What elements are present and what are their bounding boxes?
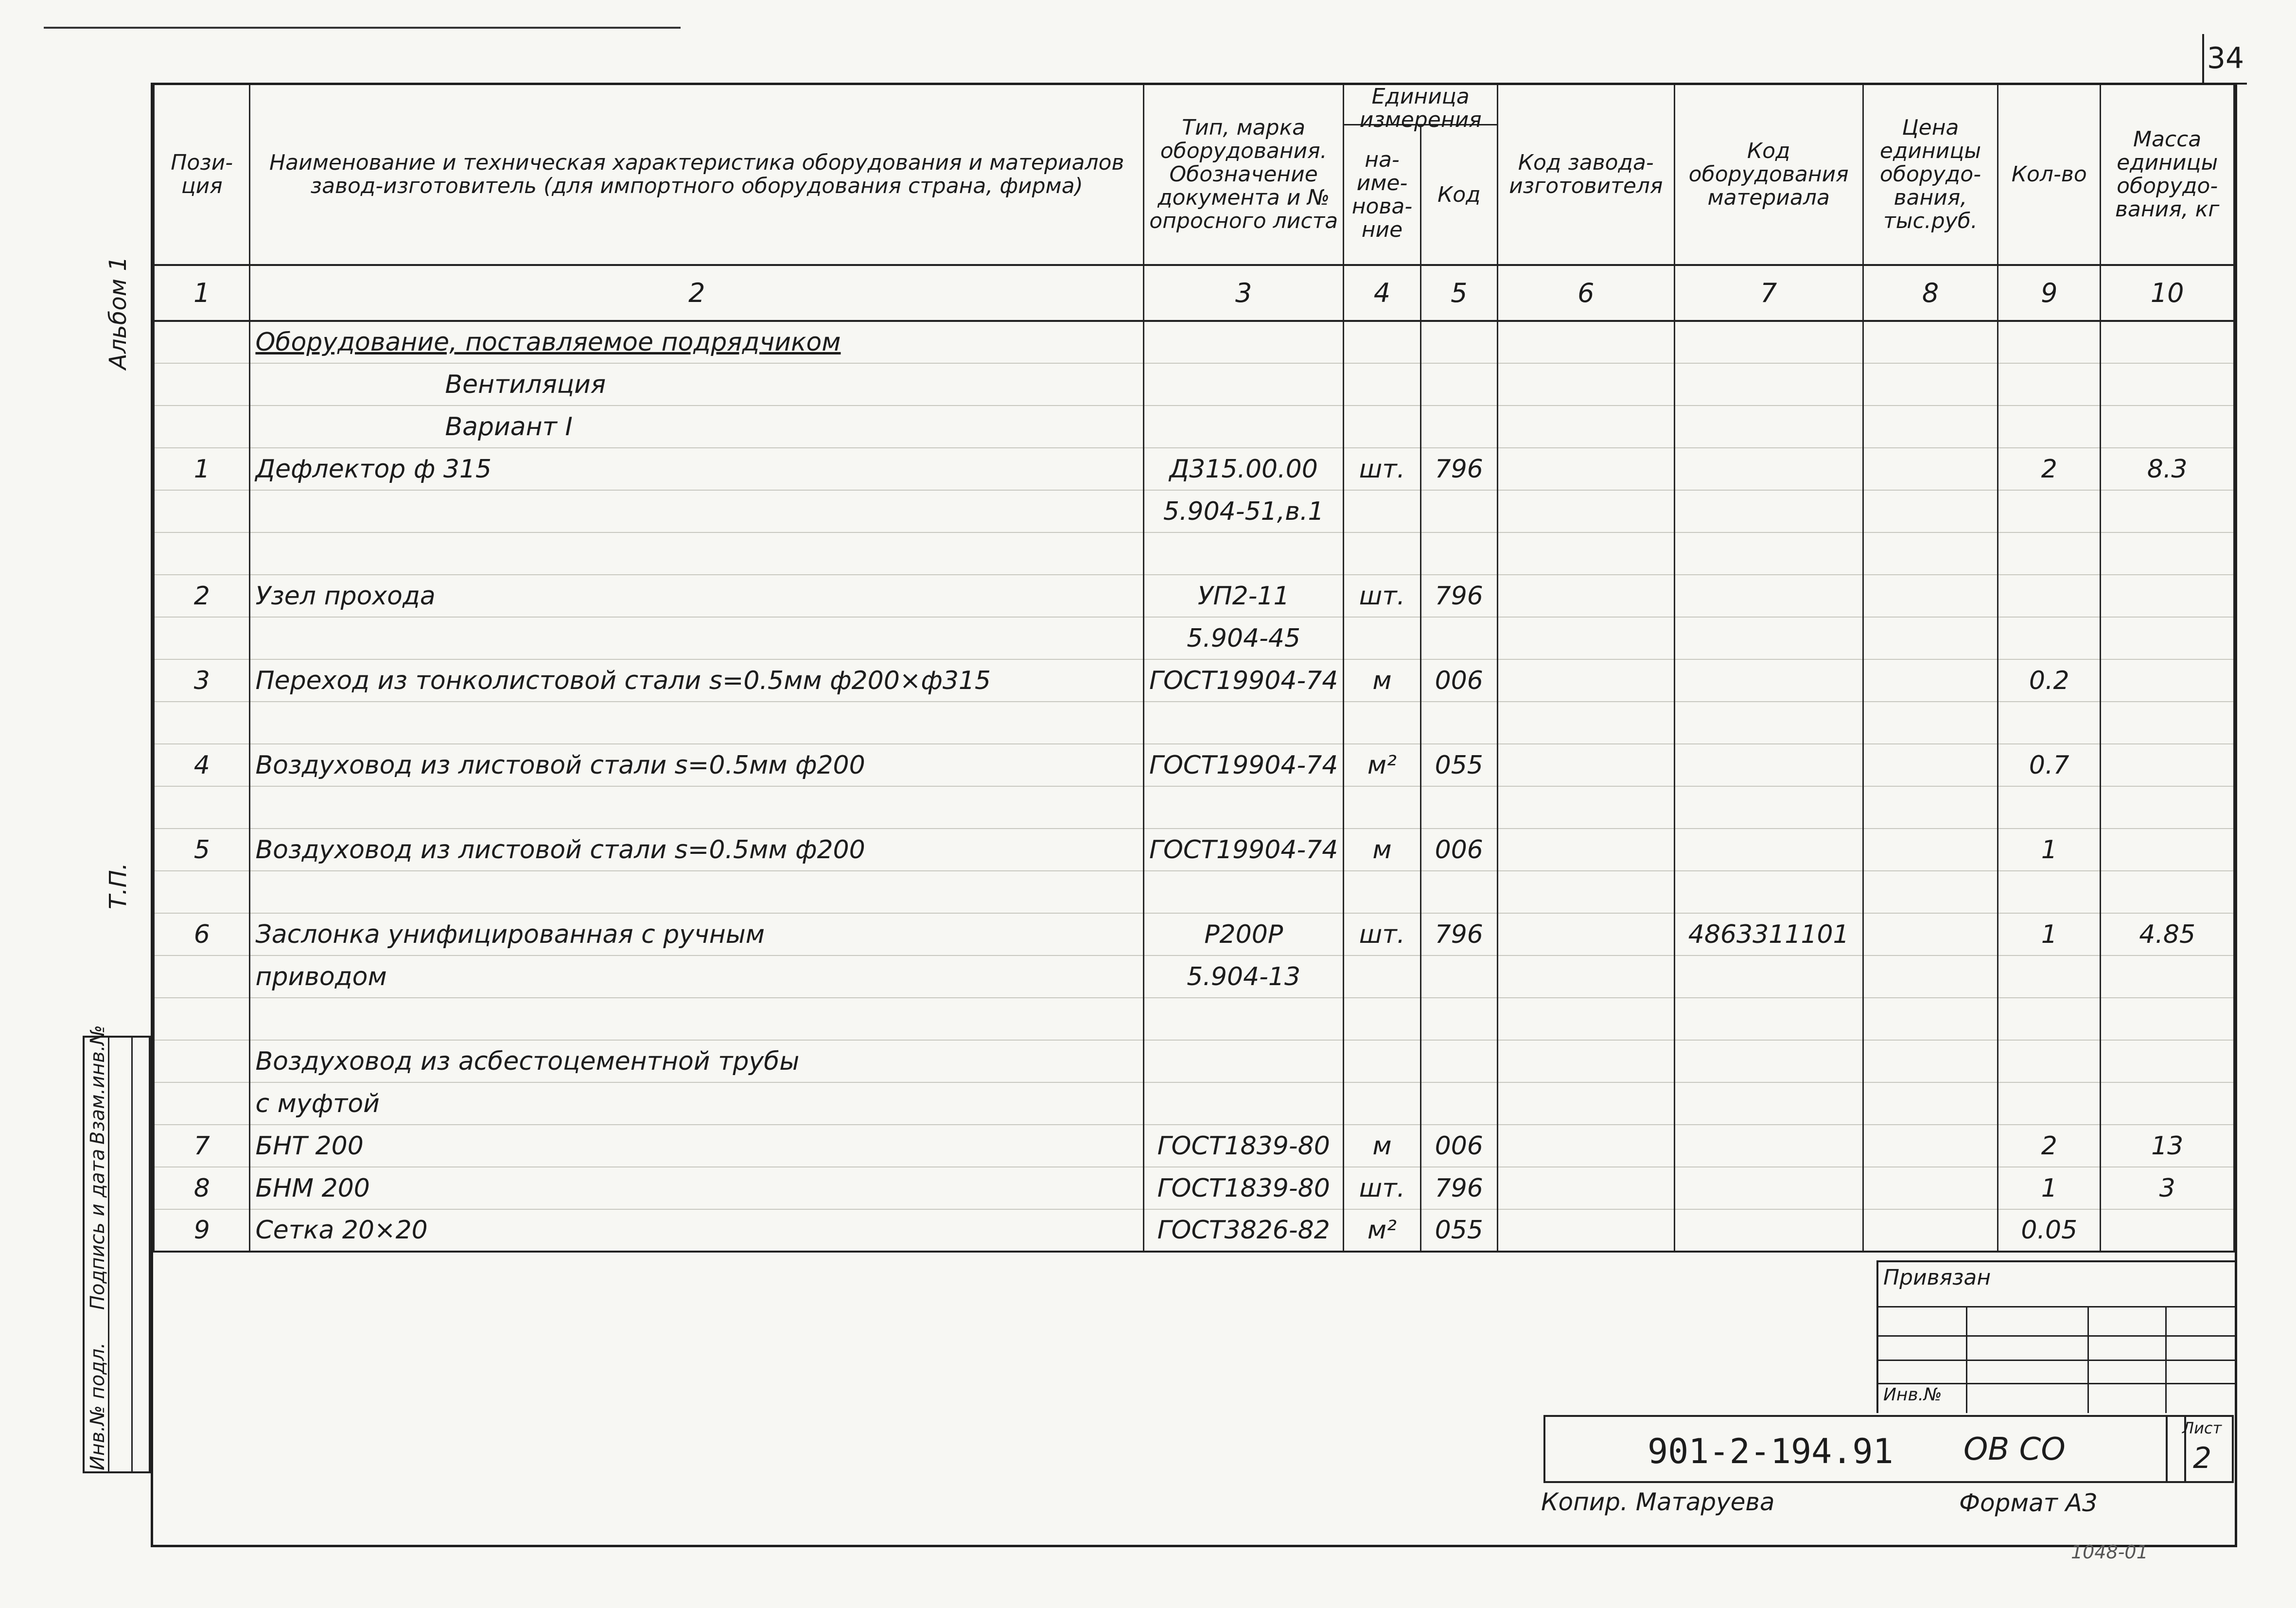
cell-position [154, 363, 250, 406]
document-mark: ОВ СО [1963, 1431, 2066, 1467]
table-header-row [154, 85, 2234, 265]
table-row [154, 532, 2234, 575]
table-row [154, 829, 2234, 871]
cell-mass [2101, 617, 2234, 659]
cell-price [1863, 786, 1998, 829]
table-row [154, 955, 2234, 998]
cell-unit-code: 796 [1420, 1167, 1497, 1209]
header-name: Наименование и техническая характеристика оборудования и материалов завод-изготовитель (для импортного оборудования страна, фирма) [250, 85, 1144, 265]
cell-quantity [1998, 998, 2101, 1040]
cell-name: Воздуховод из асбестоцементной трубы [250, 1040, 1144, 1082]
cell-quantity: 1 [1998, 1167, 2101, 1209]
cell-plant-code [1497, 1125, 1674, 1167]
cell-plant-code [1497, 1167, 1674, 1209]
column-number: 1 [154, 265, 250, 321]
cell-type: ГОСТ19904-74 [1144, 744, 1344, 786]
cell-unit-code [1420, 871, 1497, 913]
cell-unit-code [1420, 1040, 1497, 1082]
cell-price [1863, 448, 1998, 490]
cell-quantity: 2 [1998, 1125, 2101, 1167]
binding-divider [1966, 1306, 1967, 1413]
cell-plant-code [1497, 786, 1674, 829]
cell-name: Дефлектор ф 315 [250, 448, 1144, 490]
cell-plant-code [1497, 1209, 1674, 1252]
table-row [154, 871, 2234, 913]
cell-name [250, 490, 1144, 532]
cell-plant-code [1497, 406, 1674, 448]
cell-price [1863, 1082, 1998, 1125]
cell-equipment-code [1674, 448, 1863, 490]
table-row [154, 617, 2234, 659]
cell-position: 9 [154, 1209, 250, 1252]
cell-unit [1344, 617, 1420, 659]
cell-quantity: 0.05 [1998, 1209, 2101, 1252]
cell-unit-code [1420, 1082, 1497, 1125]
cell-unit [1344, 363, 1420, 406]
cell-price [1863, 659, 1998, 702]
cell-unit-code: 796 [1420, 913, 1497, 955]
cell-quantity [1998, 702, 2101, 744]
cell-equipment-code [1674, 871, 1863, 913]
cell-equipment-code [1674, 490, 1863, 532]
cell-position [154, 532, 250, 575]
cell-name: Заслонка унифицированная с ручным [250, 913, 1144, 955]
header-plant-code: Код завода- изготовителя [1497, 85, 1674, 265]
cell-price [1863, 744, 1998, 786]
cell-quantity: 1 [1998, 829, 2101, 871]
binding-rule [1878, 1306, 2235, 1308]
cell-name [250, 998, 1144, 1040]
cell-equipment-code [1674, 786, 1863, 829]
table-row [154, 1082, 2234, 1125]
cell-type [1144, 998, 1344, 1040]
cell-price [1863, 406, 1998, 448]
cell-name: Оборудование, поставляемое подрядчиком [250, 321, 1144, 363]
cell-type [1144, 871, 1344, 913]
cell-mass [2101, 1040, 2234, 1082]
cell-unit-code: 006 [1420, 829, 1497, 871]
cell-unit-code: 006 [1420, 1125, 1497, 1167]
table-row [154, 363, 2234, 406]
cell-quantity [1998, 871, 2101, 913]
cell-plant-code [1497, 575, 1674, 617]
table-row [154, 702, 2234, 744]
cell-equipment-code [1674, 617, 1863, 659]
cell-name [250, 617, 1144, 659]
column-number-row [154, 265, 2234, 321]
cell-type: ГОСТ3826-82 [1144, 1209, 1344, 1252]
header-equipment-code: Код оборудования материала [1674, 85, 1863, 265]
cell-price [1863, 1167, 1998, 1209]
cell-quantity [1998, 532, 2101, 575]
cell-type: ГОСТ1839-80 [1144, 1167, 1344, 1209]
cell-plant-code [1497, 617, 1674, 659]
cell-name: БНТ 200 [250, 1125, 1144, 1167]
table-row [154, 786, 2234, 829]
cell-unit-code [1420, 321, 1497, 363]
paper-format: Формат А3 [1959, 1489, 2098, 1517]
cell-equipment-code [1674, 955, 1863, 998]
cell-name: Воздуховод из листовой стали s=0.5мм ф200 [250, 744, 1144, 786]
cell-price [1863, 1125, 1998, 1167]
cell-position: 3 [154, 659, 250, 702]
cell-unit [1344, 532, 1420, 575]
cell-price [1863, 955, 1998, 998]
cell-plant-code [1497, 913, 1674, 955]
cell-quantity [1998, 1082, 2101, 1125]
cell-price [1863, 363, 1998, 406]
cell-equipment-code [1674, 829, 1863, 871]
cell-plant-code [1497, 363, 1674, 406]
binding-divider [2165, 1306, 2167, 1413]
cell-plant-code [1497, 321, 1674, 363]
cell-price [1863, 829, 1998, 871]
table-row [154, 406, 2234, 448]
cell-plant-code [1497, 871, 1674, 913]
cell-plant-code [1497, 490, 1674, 532]
cell-price [1863, 998, 1998, 1040]
cell-type: 5.904-51,в.1 [1144, 490, 1344, 532]
cell-mass: 4.85 [2101, 913, 2234, 955]
cell-mass [2101, 1209, 2234, 1252]
cell-mass [2101, 406, 2234, 448]
cell-plant-code [1497, 955, 1674, 998]
cell-mass: 13 [2101, 1125, 2234, 1167]
cell-unit [1344, 786, 1420, 829]
cell-type: 5.904-45 [1144, 617, 1344, 659]
header-mass: Масса единицы оборудо- вания, кг [2101, 85, 2234, 265]
cell-position [154, 702, 250, 744]
cell-equipment-code [1674, 406, 1863, 448]
cell-equipment-code [1674, 1125, 1863, 1167]
cell-quantity: 1 [1998, 913, 2101, 955]
cell-name: БНМ 200 [250, 1167, 1144, 1209]
cell-unit-code [1420, 406, 1497, 448]
cell-equipment-code [1674, 998, 1863, 1040]
cell-quantity [1998, 406, 2101, 448]
cell-unit-code [1420, 363, 1497, 406]
cell-unit-code [1420, 955, 1497, 998]
cell-mass [2101, 659, 2234, 702]
cell-name: Вариант I [250, 406, 1144, 448]
approval-stamp-strip [83, 1025, 151, 1473]
binding-block [1876, 1260, 2235, 1413]
document-code-box [1543, 1415, 2186, 1483]
cell-unit-code: 055 [1420, 744, 1497, 786]
cell-equipment-code [1674, 532, 1863, 575]
cell-unit: м² [1344, 1209, 1420, 1252]
cell-quantity [1998, 321, 2101, 363]
table-row [154, 1167, 2234, 1209]
cell-price [1863, 532, 1998, 575]
stamp-inv-label: Инв.№ подл. [87, 1342, 109, 1470]
cell-unit [1344, 1040, 1420, 1082]
cell-plant-code [1497, 659, 1674, 702]
cell-mass [2101, 786, 2234, 829]
header-price: Цена единицы оборудо- вания, тыс.руб. [1863, 85, 1998, 265]
header-unit-group [1344, 85, 1498, 265]
cell-equipment-code [1674, 575, 1863, 617]
cell-plant-code [1497, 744, 1674, 786]
cell-unit-code [1420, 702, 1497, 744]
cell-position [154, 617, 250, 659]
cell-type: ГОСТ19904-74 [1144, 659, 1344, 702]
cell-quantity [1998, 575, 2101, 617]
inventory-label: Инв.№ [1883, 1385, 1942, 1405]
table-row [154, 913, 2234, 955]
corner-note: 1048-01 [2071, 1541, 2148, 1563]
table-row [154, 1040, 2234, 1082]
cell-name: Переход из тонколистовой стали s=0.5мм ф200×ф315 [250, 659, 1144, 702]
binding-rule [1878, 1360, 2235, 1361]
cell-unit [1344, 1082, 1420, 1125]
cell-price [1863, 617, 1998, 659]
stamp-replace-label: Взам.инв.№ [87, 1025, 109, 1145]
bound-label: Привязан [1883, 1265, 1991, 1290]
sheet-number: 34 [2202, 34, 2247, 85]
cell-type [1144, 406, 1344, 448]
cell-quantity: 2 [1998, 448, 2101, 490]
cell-unit: м [1344, 829, 1420, 871]
tp-label: Т.П. [105, 863, 132, 909]
cell-quantity [1998, 363, 2101, 406]
document-code: 901-2-194.91 [1648, 1431, 1893, 1471]
cell-equipment-code [1674, 1082, 1863, 1125]
cell-unit: шт. [1344, 913, 1420, 955]
cell-price [1863, 871, 1998, 913]
cell-plant-code [1497, 1082, 1674, 1125]
cell-position: 6 [154, 913, 250, 955]
cell-unit-code [1420, 998, 1497, 1040]
cell-mass [2101, 744, 2234, 786]
cell-position [154, 490, 250, 532]
list-number: 2 [2193, 1441, 2212, 1475]
cell-mass: 8.3 [2101, 448, 2234, 490]
binding-rule [1878, 1383, 2235, 1384]
cell-equipment-code [1674, 744, 1863, 786]
cell-unit-code: 796 [1420, 575, 1497, 617]
header-unit-code: Код [1437, 182, 1481, 207]
cell-type [1144, 532, 1344, 575]
cell-unit: шт. [1344, 575, 1420, 617]
table-row [154, 575, 2234, 617]
cell-position [154, 406, 250, 448]
cell-quantity [1998, 1040, 2101, 1082]
cell-position: 2 [154, 575, 250, 617]
cell-name: Сетка 20×20 [250, 1209, 1144, 1252]
cell-price [1863, 575, 1998, 617]
cell-position [154, 321, 250, 363]
top-rule [44, 27, 681, 29]
cell-plant-code [1497, 829, 1674, 871]
album-label: Альбом 1 [105, 256, 132, 370]
cell-price [1863, 1209, 1998, 1252]
cell-mass [2101, 363, 2234, 406]
cell-quantity [1998, 490, 2101, 532]
cell-plant-code [1497, 448, 1674, 490]
column-number: 5 [1420, 265, 1497, 321]
cell-position [154, 955, 250, 998]
cell-unit: шт. [1344, 1167, 1420, 1209]
cell-plant-code [1497, 532, 1674, 575]
cell-unit [1344, 998, 1420, 1040]
cell-unit-code [1420, 532, 1497, 575]
cell-price [1863, 913, 1998, 955]
cell-name [250, 702, 1144, 744]
cell-position [154, 1040, 250, 1082]
cell-position: 8 [154, 1167, 250, 1209]
cell-position: 4 [154, 744, 250, 786]
cell-unit [1344, 406, 1420, 448]
header-unit-title: Единица измерения [1344, 85, 1497, 125]
cell-type [1144, 786, 1344, 829]
cell-unit-code: 055 [1420, 1209, 1497, 1252]
cell-position [154, 1082, 250, 1125]
cell-name: с муфтой [250, 1082, 1144, 1125]
cell-equipment-code [1674, 702, 1863, 744]
cell-plant-code [1497, 702, 1674, 744]
cell-type: ГОСТ19904-74 [1144, 829, 1344, 871]
cell-equipment-code [1674, 1209, 1863, 1252]
cell-plant-code [1497, 998, 1674, 1040]
cell-unit [1344, 490, 1420, 532]
cell-quantity [1998, 955, 2101, 998]
header-quantity: Кол-во [1998, 85, 2101, 265]
cell-name: Узел прохода [250, 575, 1144, 617]
binding-rule [1878, 1335, 2235, 1337]
cell-type [1144, 1082, 1344, 1125]
cell-equipment-code [1674, 659, 1863, 702]
table-row [154, 1209, 2234, 1252]
cell-name [250, 871, 1144, 913]
column-number: 4 [1344, 265, 1420, 321]
cell-price [1863, 702, 1998, 744]
cell-type [1144, 321, 1344, 363]
copied-by: Копир. Матаруева [1541, 1488, 1775, 1516]
list-box [2166, 1415, 2234, 1483]
stamp-sign-label: Подпись и дата [87, 1149, 109, 1310]
cell-name: приводом [250, 955, 1144, 998]
cell-mass [2101, 871, 2234, 913]
cell-equipment-code [1674, 1167, 1863, 1209]
cell-mass [2101, 1082, 2234, 1125]
cell-position: 1 [154, 448, 250, 490]
stamp-divider [108, 1038, 133, 1471]
cell-name [250, 532, 1144, 575]
header-unit-name: на- име- нова- ние [1344, 125, 1421, 264]
cell-equipment-code: 4863311101 [1674, 913, 1863, 955]
cell-unit-code: 006 [1420, 659, 1497, 702]
cell-name: Вентиляция [250, 363, 1144, 406]
cell-type [1144, 363, 1344, 406]
cell-position [154, 871, 250, 913]
cell-equipment-code [1674, 363, 1863, 406]
cell-unit [1344, 955, 1420, 998]
cell-position [154, 998, 250, 1040]
cell-type: УП2-11 [1144, 575, 1344, 617]
cell-price [1863, 490, 1998, 532]
header-type: Тип, марка оборудования. Обозначение документа и № опросного листа [1144, 85, 1344, 265]
cell-mass: 3 [2101, 1167, 2234, 1209]
cell-unit: м² [1344, 744, 1420, 786]
table-row [154, 998, 2234, 1040]
cell-name [250, 786, 1144, 829]
cell-mass [2101, 490, 2234, 532]
column-number: 6 [1497, 265, 1674, 321]
cell-price [1863, 1040, 1998, 1082]
cell-unit [1344, 871, 1420, 913]
cell-quantity: 0.2 [1998, 659, 2101, 702]
table-row [154, 321, 2234, 363]
cell-unit-code: 796 [1420, 448, 1497, 490]
cell-mass [2101, 829, 2234, 871]
list-label: Лист [2182, 1419, 2222, 1437]
header-position: Пози- ция [154, 85, 250, 265]
cell-position [154, 786, 250, 829]
cell-equipment-code [1674, 321, 1863, 363]
cell-unit-code [1420, 617, 1497, 659]
column-number: 8 [1863, 265, 1998, 321]
column-number: 7 [1674, 265, 1863, 321]
cell-unit [1344, 321, 1420, 363]
table-row [154, 448, 2234, 490]
cell-unit: шт. [1344, 448, 1420, 490]
table-row [154, 490, 2234, 532]
cell-unit [1344, 702, 1420, 744]
cell-equipment-code [1674, 1040, 1863, 1082]
column-number: 3 [1144, 265, 1344, 321]
cell-type: 5.904-13 [1144, 955, 1344, 998]
cell-type: Д315.00.00 [1144, 448, 1344, 490]
cell-mass [2101, 321, 2234, 363]
column-number: 2 [250, 265, 1144, 321]
cell-plant-code [1497, 1040, 1674, 1082]
cell-unit-code [1420, 490, 1497, 532]
cell-unit: м [1344, 1125, 1420, 1167]
cell-name: Воздуховод из листовой стали s=0.5мм ф200 [250, 829, 1144, 871]
table-row [154, 659, 2234, 702]
cell-position: 5 [154, 829, 250, 871]
cell-type [1144, 702, 1344, 744]
table-row [154, 1125, 2234, 1167]
cell-mass [2101, 998, 2234, 1040]
cell-quantity: 0.7 [1998, 744, 2101, 786]
cell-price [1863, 321, 1998, 363]
cell-mass [2101, 532, 2234, 575]
cell-unit: м [1344, 659, 1420, 702]
cell-position: 7 [154, 1125, 250, 1167]
cell-type: Р200Р [1144, 913, 1344, 955]
column-number: 10 [2101, 265, 2234, 321]
binding-divider [2087, 1306, 2089, 1413]
cell-type [1144, 1040, 1344, 1082]
cell-mass [2101, 702, 2234, 744]
cell-type: ГОСТ1839-80 [1144, 1125, 1344, 1167]
cell-unit-code [1420, 786, 1497, 829]
cell-quantity [1998, 786, 2101, 829]
cell-mass [2101, 955, 2234, 998]
cell-mass [2101, 575, 2234, 617]
column-number: 9 [1998, 265, 2101, 321]
cell-quantity [1998, 617, 2101, 659]
table-row [154, 744, 2234, 786]
